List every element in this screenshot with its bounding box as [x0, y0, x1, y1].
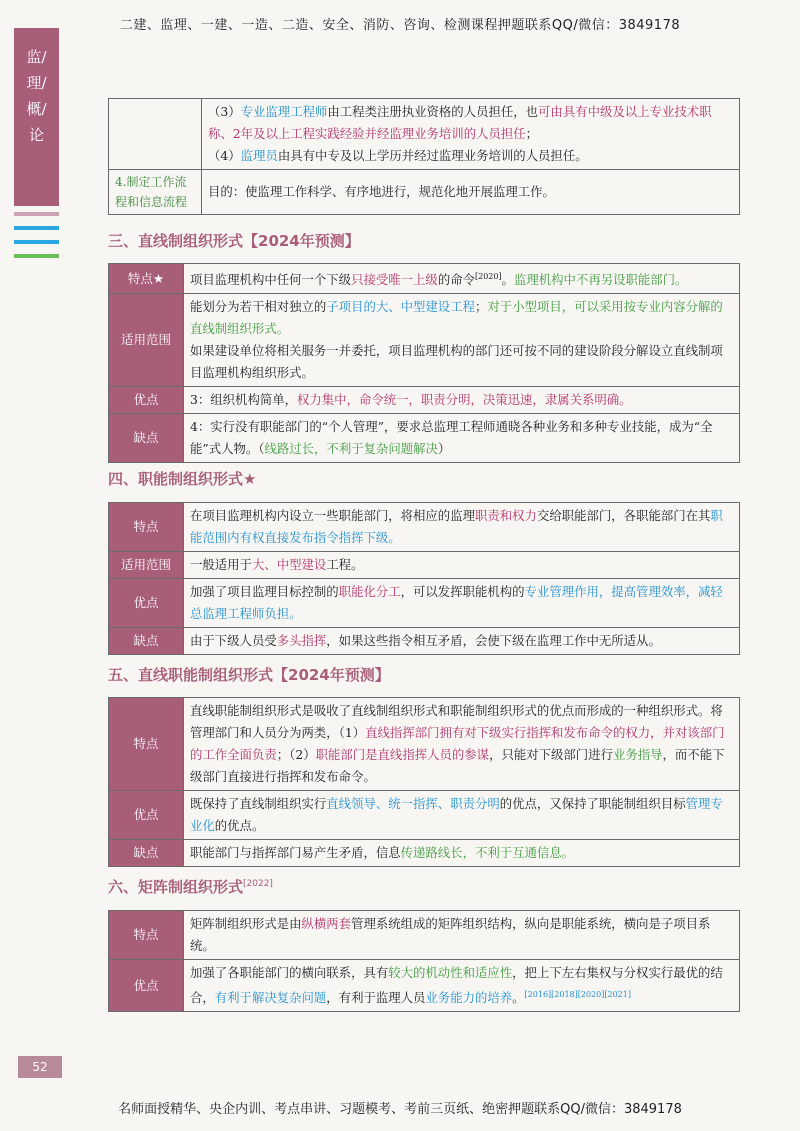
table-cell: 矩阵制组织形式是由纵横两套管理系统组成的矩阵组织结构，纵向是职能系统，横向是子项目系统。	[184, 911, 740, 960]
row-label: 适用范围	[109, 294, 184, 387]
row-label: 优点	[109, 960, 184, 1012]
page-header: 二建、监理、一建、一造、二造、安全、消防、咨询、检测课程押题联系QQ/微信：3849178	[119, 18, 681, 33]
table-row	[109, 387, 740, 414]
table-row	[109, 552, 740, 579]
row-label: 特点★	[109, 264, 184, 294]
section-title: 四、职能制组织形式★	[108, 470, 257, 488]
row-label: 缺点	[109, 840, 184, 867]
row-label: 优点	[109, 791, 184, 840]
section-5-table	[108, 697, 740, 867]
row-label: 特点	[109, 698, 184, 791]
table-cell: 能划分为若干相对独立的子项目的大、中型建设工程；对于小型项目，可以采用按专业内容分解的直线制组织形式。 如果建设单位将相关服务一并委托，项目监理机构的部门还可按不同的建设阶段分解设立直线制项目监理机构组织形式。	[184, 294, 740, 387]
page-number: 52	[18, 1056, 62, 1078]
citation: [2016][2018][2020][2021]	[524, 990, 631, 999]
section-3-table	[108, 263, 740, 463]
table-cell: 加强了各职能部门的横向联系，具有较大的机动性和适应性，把上下左右集权与分权实行最优的结合，有利于解决复杂问题，有利于监理人员业务能力的培养。[2016][2018][2020][2021]	[184, 960, 740, 1012]
section-6-table	[108, 910, 740, 1012]
table-cell: 既保持了直线制组织实行直线领导、统一指挥、职责分明的优点，又保持了职能制组织目标管理专业化的优点。	[184, 791, 740, 840]
row-label: 缺点	[109, 414, 184, 463]
table-row	[109, 99, 740, 170]
page-footer: 名师面授精华、央企内训、考点串讲、习题模考、考前三页纸、绝密押题联系QQ/微信：3849178	[118, 1102, 682, 1117]
tab-stripe	[14, 254, 59, 258]
chapter-tab-label: 监/理/概/论	[26, 48, 47, 144]
table-row	[109, 791, 740, 840]
table-row	[109, 628, 740, 655]
chapter-tab	[14, 28, 59, 206]
table-cell: 目的：使监理工作科学、有序地进行，规范化地开展监理工作。	[202, 170, 740, 215]
table-row	[109, 840, 740, 867]
section-4-table	[108, 502, 740, 655]
tab-stripe	[14, 226, 59, 230]
section-title: 五、直线职能制组织形式【2024年预测】	[108, 666, 390, 684]
row-label: 优点	[109, 579, 184, 628]
table-row	[109, 911, 740, 960]
table-cell: 直线职能制组织形式是吸收了直线制组织形式和职能制组织形式的优点而形成的一种组织形式。将管理部门和人员分为两类，（1）直线指挥部门拥有对下级实行指挥和发布命令的权力，并对该部门的工作全面负责；（2）职能部门是直线指挥人员的参谋，只能对下级部门进行业务指导，而不能下级部门直接进行指挥和发布命令。	[184, 698, 740, 791]
table-cell: 一般适用于大、中型建设工程。	[184, 552, 740, 579]
table-row	[109, 579, 740, 628]
citation: [2022]	[243, 879, 273, 889]
table-row	[109, 698, 740, 791]
table-cell: 项目监理机构中任何一个下级只接受唯一上级的命令[2020]。监理机构中不再另设职能部门。	[184, 264, 740, 294]
row-label: 4.制定工作流程和信息流程	[109, 170, 202, 215]
table-cell: （3）专业监理工程师由工程类注册执业资格的人员担任，也可由具有中级及以上专业技术职称、2年及以上工程实践经验并经监理业务培训的人员担任； （4）监理员由具有中专及以上学历并经过监理业务培训的人员担任。	[202, 99, 740, 170]
section-title: 六、矩阵制组织形式[2022]	[108, 878, 273, 896]
row-label: 优点	[109, 387, 184, 414]
table-cell: 4：实行没有职能部门的“个人管理”，要求总监理工程师通晓各种业务和多种专业技能，成为“全能”式人物。（线路过长，不利于复杂问题解决）	[184, 414, 740, 463]
row-label: 特点	[109, 911, 184, 960]
table-row	[109, 414, 740, 463]
table-cell: 在项目监理机构内设立一些职能部门，将相应的监理职责和权力交给职能部门，各职能部门在其职能范围内有权直接发布指令指挥下级。	[184, 503, 740, 552]
table-cell: 加强了项目监理目标控制的职能化分工，可以发挥职能机构的专业管理作用，提高管理效率，减轻总监理工程师负担。	[184, 579, 740, 628]
tab-stripe	[14, 212, 59, 216]
table-cell: 3：组织机构简单，权力集中，命令统一，职责分明，决策迅速，隶属关系明确。	[184, 387, 740, 414]
table-row	[109, 960, 740, 1012]
table-cell: 职能部门与指挥部门易产生矛盾，信息传递路线长，不利于互通信息。	[184, 840, 740, 867]
table-row	[109, 294, 740, 387]
table-row	[109, 503, 740, 552]
tab-stripe	[14, 240, 59, 244]
table-cell: 由于下级人员受多头指挥，如果这些指令相互矛盾，会使下级在监理工作中无所适从。	[184, 628, 740, 655]
row-label: 缺点	[109, 628, 184, 655]
row-label: 适用范围	[109, 552, 184, 579]
top-table	[108, 98, 740, 215]
table-row	[109, 170, 740, 215]
row-label: 特点	[109, 503, 184, 552]
section-title: 三、直线制组织形式【2024年预测】	[108, 232, 360, 250]
table-row	[109, 264, 740, 294]
